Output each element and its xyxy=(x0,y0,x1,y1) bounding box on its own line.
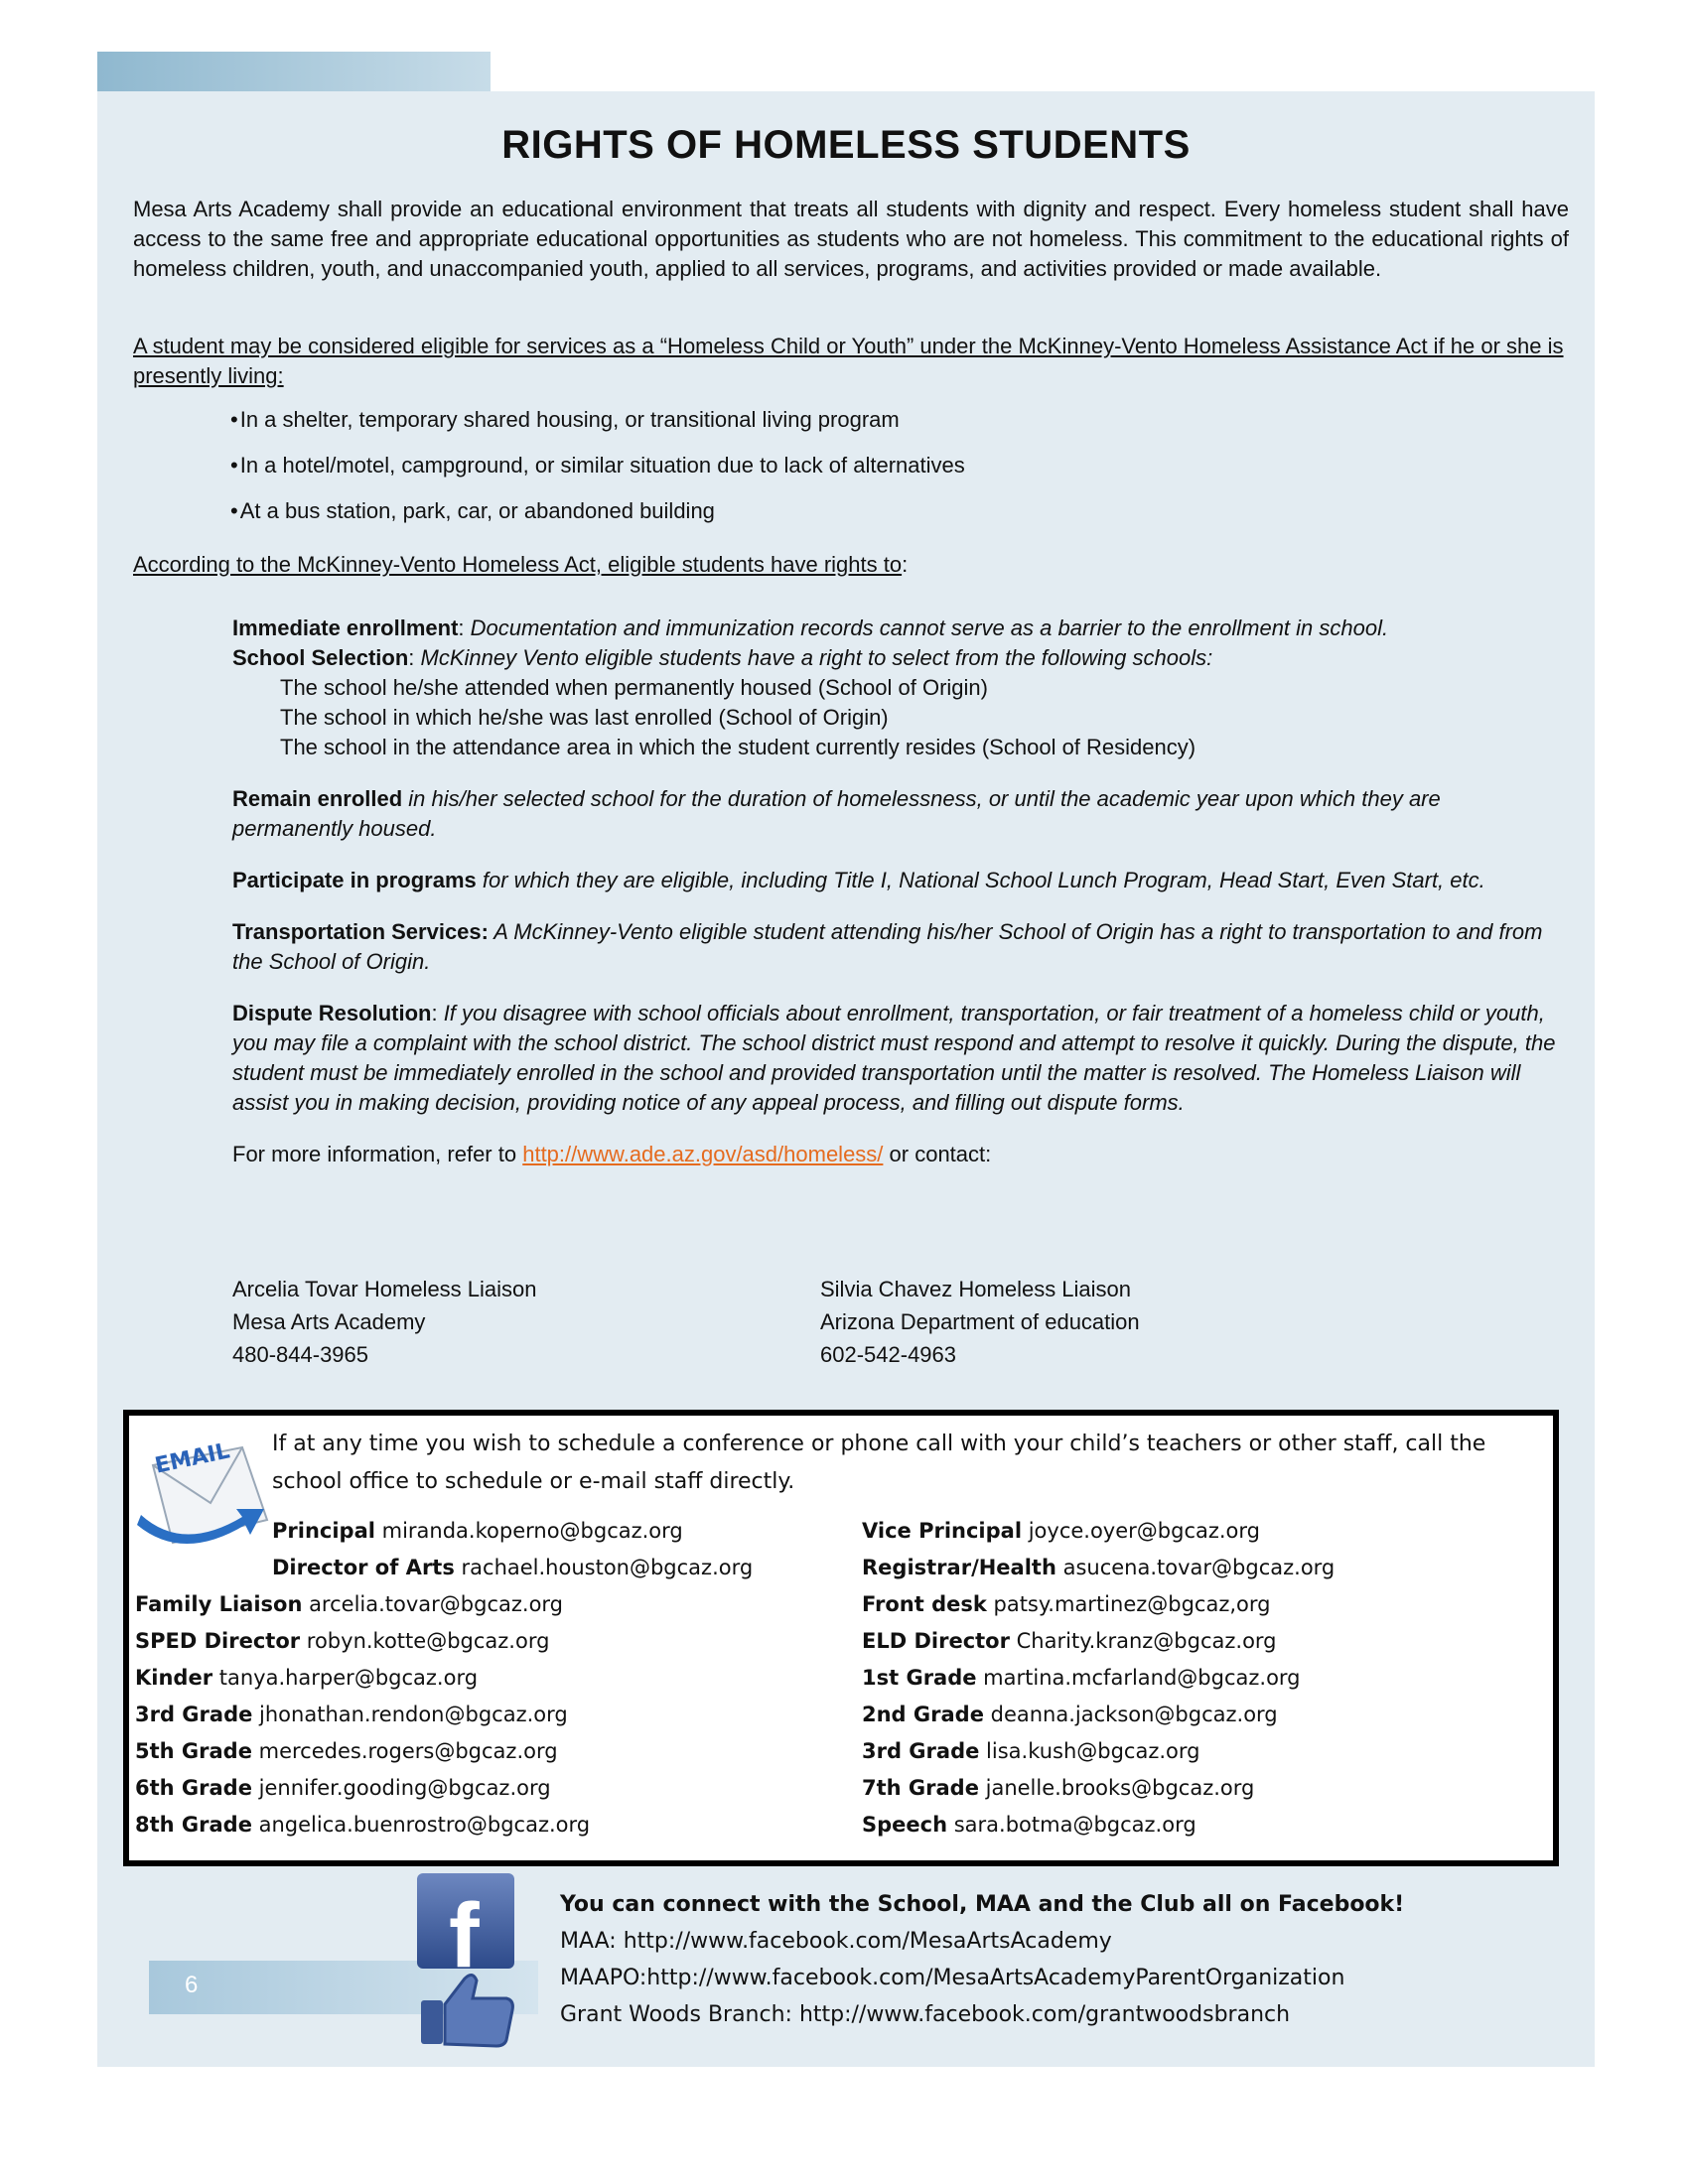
list-item: •At a bus station, park, car, or abandoned building xyxy=(230,496,965,542)
top-tab-decoration xyxy=(97,52,491,91)
staff-row: Principal miranda.koperno@bgcaz.org xyxy=(272,1519,683,1543)
staff-row: 6th Grade jennifer.gooding@bgcaz.org xyxy=(135,1776,551,1800)
contact-card: Arcelia Tovar Homeless Liaison Mesa Arts Academy 480-844-3965 xyxy=(232,1277,537,1367)
eligibility-heading: A student may be considered eligible for services as a “Homeless Child or Youth” under the McKinney-Vento Homeless Assistance Act if he or she is presently living: xyxy=(133,334,1564,388)
staff-row: Registrar/Health asucena.tovar@bgcaz.org xyxy=(862,1556,1336,1579)
right-transportation: Transportation Services: A McKinney-Vento eligible student attending his/her School of Origin has a right to transportation to and from the School of Origin. xyxy=(232,919,1543,974)
staff-row: 3rd Grade lisa.kush@bgcaz.org xyxy=(862,1739,1200,1763)
staff-row: ELD Director Charity.kranz@bgcaz.org xyxy=(862,1629,1277,1653)
right-selection: School Selection: McKinney Vento eligible students have a right to select from the following schools: xyxy=(232,645,1213,670)
staff-email[interactable]: sara.botma@bgcaz.org xyxy=(947,1813,1196,1837)
facebook-heading: You can connect with the School, MAA and the Club all on Facebook! xyxy=(560,1892,1405,1917)
facebook-logo-icon xyxy=(415,1871,516,1971)
staff-row: Director of Arts rachael.houston@bgcaz.org xyxy=(272,1556,754,1579)
staff-email[interactable]: arcelia.tovar@bgcaz.org xyxy=(302,1592,564,1616)
staff-email[interactable]: robyn.kotte@bgcaz.org xyxy=(300,1629,550,1653)
list-item: The school in the attendance area in which the student currently resides (School of Residency) xyxy=(280,735,1196,759)
list-item: The school in which he/she was last enrolled (School of Origin) xyxy=(280,705,889,730)
facebook-link-maa[interactable]: MAA: http://www.facebook.com/MesaArtsAcademy xyxy=(560,1929,1112,1954)
staff-row: Speech sara.botma@bgcaz.org xyxy=(862,1813,1196,1837)
staff-row: SPED Director robyn.kotte@bgcaz.org xyxy=(135,1629,550,1653)
staff-email[interactable]: jennifer.gooding@bgcaz.org xyxy=(251,1776,551,1800)
right-remain-enrolled: Remain enrolled in his/her selected school for the duration of homelessness, or until the academic year upon which they are permanently housed. xyxy=(232,786,1441,841)
staff-email[interactable]: lisa.kush@bgcaz.org xyxy=(979,1739,1200,1763)
list-item: The school he/she attended when permanently housed (School of Origin) xyxy=(280,675,988,700)
staff-email[interactable]: rachael.houston@bgcaz.org xyxy=(454,1556,754,1579)
svg-text:f: f xyxy=(449,1885,480,1971)
staff-row: 5th Grade mercedes.rogers@bgcaz.org xyxy=(135,1739,558,1763)
staff-email[interactable]: janelle.brooks@bgcaz.org xyxy=(978,1776,1255,1800)
eligibility-list xyxy=(230,405,965,542)
right-dispute: Dispute Resolution: If you disagree with school officials about enrollment, transportation, or fair treatment of a homeless child or youth, you may file a complaint with the school district. The school district must respond and attempt to resolve it quickly. During the dispute, the student must be immediately enrolled in the school and provided transportation until the matter is resolved. The Homeless Liaison will assist you in making decision, providing notice of any appeal process, and filling out dispute forms. xyxy=(232,1001,1556,1115)
more-info: For more information, refer to http://www.ade.az.gov/asd/homeless/ or contact: xyxy=(232,1142,992,1166)
staff-row: Vice Principal joyce.oyer@bgcaz.org xyxy=(862,1519,1261,1543)
bullet-icon: • xyxy=(230,498,238,523)
staff-email[interactable]: patsy.martinez@bgcaz,org xyxy=(986,1592,1271,1616)
staff-email[interactable]: mercedes.rogers@bgcaz.org xyxy=(251,1739,558,1763)
staff-email[interactable]: martina.mcfarland@bgcaz.org xyxy=(976,1666,1301,1690)
right-enrollment: Immediate enrollment: Documentation and immunization records cannot serve as a barrier to the enrollment in school. xyxy=(232,615,1389,640)
email-envelope-icon xyxy=(133,1426,282,1555)
homeless-info-link[interactable]: http://www.ade.az.gov/asd/homeless/ xyxy=(522,1142,884,1166)
facebook-link-grantwoods[interactable]: Grant Woods Branch: http://www.facebook.com/grantwoodsbranch xyxy=(560,2002,1291,2027)
school-options xyxy=(232,673,1563,762)
rights-section xyxy=(232,614,1563,1169)
list-item: •In a shelter, temporary shared housing, or transitional living program xyxy=(230,405,965,451)
email-intro-text: If at any time you wish to schedule a conference or phone call with your child’s teachers or other staff, call the school office to schedule or e-mail staff directly. xyxy=(272,1432,1486,1494)
page-number: 6 xyxy=(185,1972,199,1998)
list-item: •In a hotel/motel, campground, or similar situation due to lack of alternatives xyxy=(230,451,965,496)
staff-email[interactable]: asucena.tovar@bgcaz.org xyxy=(1055,1556,1336,1579)
bullet-icon: • xyxy=(230,453,238,478)
staff-row: Front desk patsy.martinez@bgcaz,org xyxy=(862,1592,1271,1616)
like-thumb-icon xyxy=(417,1971,518,2048)
bullet-icon: • xyxy=(230,407,238,432)
staff-row: 2nd Grade deanna.jackson@bgcaz.org xyxy=(862,1703,1278,1726)
facebook-link-maapo[interactable]: MAAPO:http://www.facebook.com/MesaArtsAcademyParentOrganization xyxy=(560,1966,1345,1990)
staff-email[interactable]: Charity.kranz@bgcaz.org xyxy=(1009,1629,1277,1653)
staff-row: Kinder tanya.harper@bgcaz.org xyxy=(135,1666,479,1690)
staff-row: 8th Grade angelica.buenrostro@bgcaz.org xyxy=(135,1813,591,1837)
right-participate: Participate in programs for which they are eligible, including Title I, National School Lunch Program, Head Start, Even Start, etc. xyxy=(232,868,1485,892)
staff-email-box xyxy=(123,1410,1559,1866)
staff-email[interactable]: jhonathan.rendon@bgcaz.org xyxy=(252,1703,568,1726)
staff-email[interactable]: miranda.koperno@bgcaz.org xyxy=(374,1519,683,1543)
staff-row: 3rd Grade jhonathan.rendon@bgcaz.org xyxy=(135,1703,568,1726)
contact-card: Silvia Chavez Homeless Liaison Arizona Department of education 602-542-4963 xyxy=(820,1277,1140,1367)
staff-row: 1st Grade martina.mcfarland@bgcaz.org xyxy=(862,1666,1301,1690)
facebook-section xyxy=(560,1886,1404,2033)
page-title: RIGHTS OF HOMELESS STUDENTS xyxy=(501,123,1191,167)
staff-row: Family Liaison arcelia.tovar@bgcaz.org xyxy=(135,1592,564,1616)
intro-paragraph: Mesa Arts Academy shall provide an educational environment that treats all students with dignity and respect. Every homeless student shall have access to the same free and appropriate educational opportunities as students who are not homeless. This commitment to the educational rights of homeless children, youth, and unaccompanied youth, applied to all services, programs, and activities provided or made available. xyxy=(133,197,1569,281)
staff-email[interactable]: deanna.jackson@bgcaz.org xyxy=(983,1703,1278,1726)
rights-lead: According to the McKinney-Vento Homeless Act, eligible students have rights to: xyxy=(133,552,909,577)
svg-text:EMAIL: EMAIL xyxy=(152,1438,232,1479)
staff-row: 7th Grade janelle.brooks@bgcaz.org xyxy=(862,1776,1255,1800)
staff-email[interactable]: joyce.oyer@bgcaz.org xyxy=(1022,1519,1261,1543)
staff-email[interactable]: angelica.buenrostro@bgcaz.org xyxy=(251,1813,591,1837)
staff-email[interactable]: tanya.harper@bgcaz.org xyxy=(212,1666,479,1690)
